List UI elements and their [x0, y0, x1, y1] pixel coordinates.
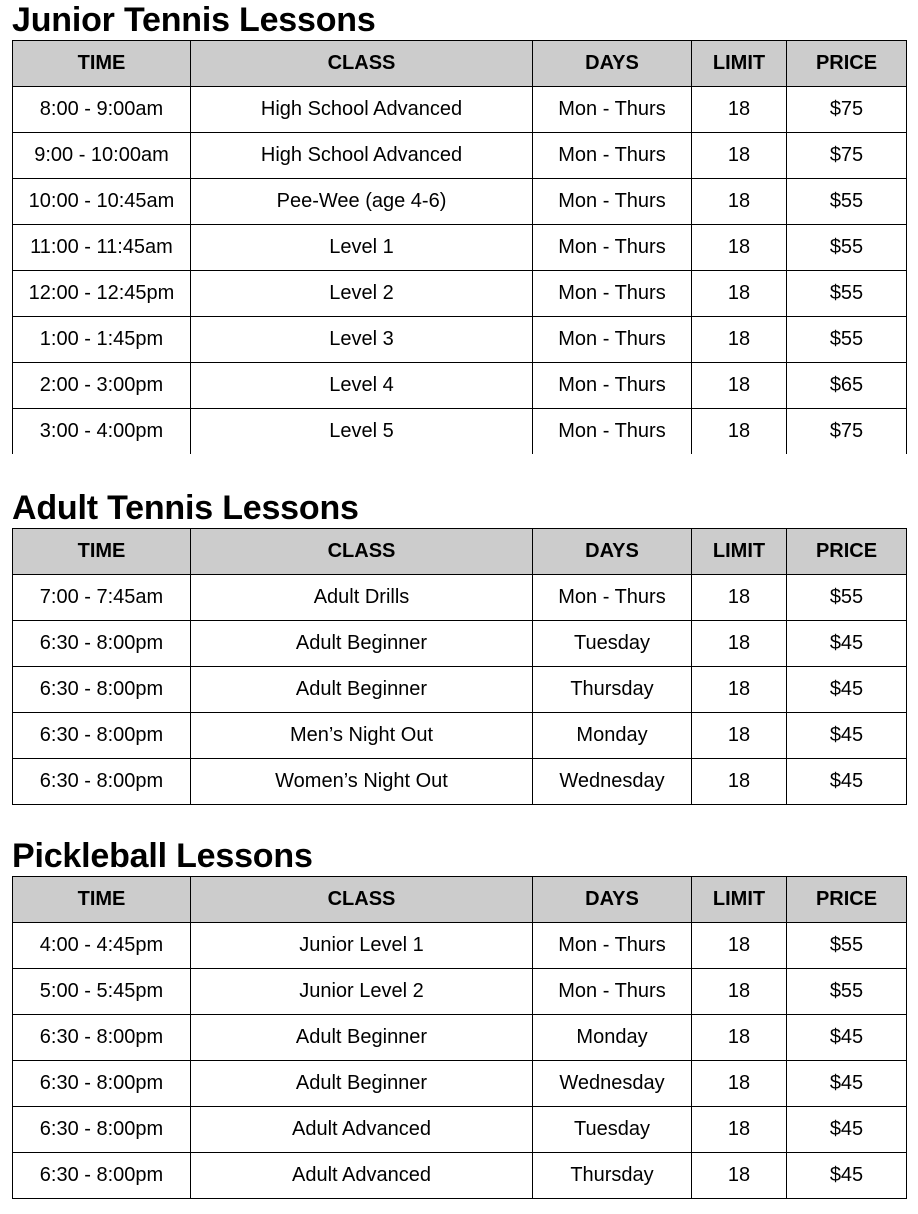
- days-cell: Mon - Thurs: [533, 271, 692, 317]
- adult-tennis-section: [12, 488, 906, 805]
- price-cell: $55: [787, 969, 907, 1015]
- price-cell: $45: [787, 1015, 907, 1061]
- column-header-class: CLASS: [191, 529, 533, 575]
- class-cell: Pee-Wee (age 4-6): [191, 179, 533, 225]
- time-cell: 11:00 - 11:45am: [13, 225, 191, 271]
- days-cell: Mon - Thurs: [533, 969, 692, 1015]
- limit-cell: 18: [692, 923, 787, 969]
- class-cell: Level 2: [191, 271, 533, 317]
- class-cell: Adult Beginner: [191, 1061, 533, 1107]
- price-cell: $55: [787, 225, 907, 271]
- days-cell: Monday: [533, 713, 692, 759]
- price-cell: $55: [787, 923, 907, 969]
- class-cell: High School Advanced: [191, 87, 533, 133]
- limit-cell: 18: [692, 363, 787, 409]
- days-cell: Mon - Thurs: [533, 363, 692, 409]
- class-cell: Level 1: [191, 225, 533, 271]
- class-cell: Level 4: [191, 363, 533, 409]
- class-cell: Adult Beginner: [191, 667, 533, 713]
- price-cell: $75: [787, 409, 907, 455]
- days-cell: Mon - Thurs: [533, 87, 692, 133]
- pickleball-table: [12, 876, 907, 1199]
- header-row: [13, 529, 907, 575]
- limit-cell: 18: [692, 667, 787, 713]
- time-cell: 6:30 - 8:00pm: [13, 1061, 191, 1107]
- class-cell: Level 5: [191, 409, 533, 455]
- column-header-time: TIME: [13, 877, 191, 923]
- class-cell: Junior Level 1: [191, 923, 533, 969]
- column-header-days: DAYS: [533, 41, 692, 87]
- limit-cell: 18: [692, 969, 787, 1015]
- price-cell: $45: [787, 759, 907, 805]
- price-cell: $45: [787, 1061, 907, 1107]
- days-cell: Mon - Thurs: [533, 179, 692, 225]
- pickleball-section: [12, 836, 906, 1199]
- days-cell: Thursday: [533, 667, 692, 713]
- limit-cell: 18: [692, 621, 787, 667]
- limit-cell: 18: [692, 713, 787, 759]
- section-title: Adult Tennis Lessons: [12, 489, 359, 527]
- adult-tennis-table: [12, 528, 907, 805]
- time-cell: 6:30 - 8:00pm: [13, 1015, 191, 1061]
- price-cell: $45: [787, 667, 907, 713]
- class-cell: Level 3: [191, 317, 533, 363]
- limit-cell: 18: [692, 409, 787, 455]
- days-cell: Tuesday: [533, 1107, 692, 1153]
- class-cell: Men’s Night Out: [191, 713, 533, 759]
- table-row: [13, 179, 907, 225]
- limit-cell: 18: [692, 317, 787, 363]
- class-cell: Adult Beginner: [191, 1015, 533, 1061]
- time-cell: 4:00 - 4:45pm: [13, 923, 191, 969]
- table-row: [13, 225, 907, 271]
- limit-cell: 18: [692, 1107, 787, 1153]
- time-cell: 7:00 - 7:45am: [13, 575, 191, 621]
- price-cell: $55: [787, 575, 907, 621]
- price-cell: $55: [787, 317, 907, 363]
- column-header-class: CLASS: [191, 877, 533, 923]
- price-cell: $55: [787, 179, 907, 225]
- days-cell: Mon - Thurs: [533, 317, 692, 363]
- limit-cell: 18: [692, 179, 787, 225]
- class-cell: High School Advanced: [191, 133, 533, 179]
- section-title: Junior Tennis Lessons: [12, 1, 376, 39]
- price-cell: $45: [787, 713, 907, 759]
- price-cell: $75: [787, 133, 907, 179]
- days-cell: Mon - Thurs: [533, 923, 692, 969]
- table-row: [13, 1061, 907, 1107]
- class-cell: Adult Beginner: [191, 621, 533, 667]
- table-row: [13, 317, 907, 363]
- limit-cell: 18: [692, 1015, 787, 1061]
- class-cell: Women’s Night Out: [191, 759, 533, 805]
- table-row: [13, 969, 907, 1015]
- days-cell: Mon - Thurs: [533, 133, 692, 179]
- header-row: [13, 877, 907, 923]
- days-cell: Mon - Thurs: [533, 409, 692, 455]
- days-cell: Mon - Thurs: [533, 225, 692, 271]
- column-header-price: PRICE: [787, 41, 907, 87]
- table-row: [13, 575, 907, 621]
- limit-cell: 18: [692, 271, 787, 317]
- column-header-limit: LIMIT: [692, 41, 787, 87]
- time-cell: 10:00 - 10:45am: [13, 179, 191, 225]
- time-cell: 3:00 - 4:00pm: [13, 409, 191, 455]
- header-row: [13, 41, 907, 87]
- time-cell: 2:00 - 3:00pm: [13, 363, 191, 409]
- limit-cell: 18: [692, 1061, 787, 1107]
- table-row: [13, 363, 907, 409]
- table-row: [13, 923, 907, 969]
- column-header-limit: LIMIT: [692, 529, 787, 575]
- price-cell: $55: [787, 271, 907, 317]
- table-row: [13, 667, 907, 713]
- column-header-price: PRICE: [787, 877, 907, 923]
- table-row: [13, 1153, 907, 1199]
- class-cell: Junior Level 2: [191, 969, 533, 1015]
- price-cell: $45: [787, 1107, 907, 1153]
- class-cell: Adult Advanced: [191, 1153, 533, 1199]
- junior-tennis-section: [12, 0, 906, 454]
- table-row: [13, 133, 907, 179]
- table-row: [13, 1107, 907, 1153]
- column-header-price: PRICE: [787, 529, 907, 575]
- limit-cell: 18: [692, 575, 787, 621]
- time-cell: 6:30 - 8:00pm: [13, 621, 191, 667]
- table-row: [13, 271, 907, 317]
- time-cell: 9:00 - 10:00am: [13, 133, 191, 179]
- limit-cell: 18: [692, 225, 787, 271]
- class-cell: Adult Advanced: [191, 1107, 533, 1153]
- class-cell: Adult Drills: [191, 575, 533, 621]
- days-cell: Tuesday: [533, 621, 692, 667]
- price-cell: $65: [787, 363, 907, 409]
- table-row: [13, 621, 907, 667]
- price-cell: $75: [787, 87, 907, 133]
- table-row: [13, 1015, 907, 1061]
- time-cell: 6:30 - 8:00pm: [13, 1107, 191, 1153]
- time-cell: 6:30 - 8:00pm: [13, 1153, 191, 1199]
- column-header-time: TIME: [13, 529, 191, 575]
- section-title: Pickleball Lessons: [12, 837, 313, 875]
- time-cell: 12:00 - 12:45pm: [13, 271, 191, 317]
- table-row: [13, 713, 907, 759]
- time-cell: 8:00 - 9:00am: [13, 87, 191, 133]
- limit-cell: 18: [692, 133, 787, 179]
- column-header-class: CLASS: [191, 41, 533, 87]
- price-cell: $45: [787, 621, 907, 667]
- column-header-limit: LIMIT: [692, 877, 787, 923]
- time-cell: 1:00 - 1:45pm: [13, 317, 191, 363]
- column-header-time: TIME: [13, 41, 191, 87]
- limit-cell: 18: [692, 87, 787, 133]
- days-cell: Monday: [533, 1015, 692, 1061]
- days-cell: Mon - Thurs: [533, 575, 692, 621]
- time-cell: 5:00 - 5:45pm: [13, 969, 191, 1015]
- column-header-days: DAYS: [533, 529, 692, 575]
- table-row: [13, 87, 907, 133]
- limit-cell: 18: [692, 759, 787, 805]
- table-row: [13, 759, 907, 805]
- price-cell: $45: [787, 1153, 907, 1199]
- column-header-days: DAYS: [533, 877, 692, 923]
- time-cell: 6:30 - 8:00pm: [13, 713, 191, 759]
- limit-cell: 18: [692, 1153, 787, 1199]
- days-cell: Wednesday: [533, 1061, 692, 1107]
- time-cell: 6:30 - 8:00pm: [13, 667, 191, 713]
- days-cell: Wednesday: [533, 759, 692, 805]
- days-cell: Thursday: [533, 1153, 692, 1199]
- table-row: [13, 409, 907, 455]
- junior-tennis-table: [12, 40, 907, 454]
- time-cell: 6:30 - 8:00pm: [13, 759, 191, 805]
